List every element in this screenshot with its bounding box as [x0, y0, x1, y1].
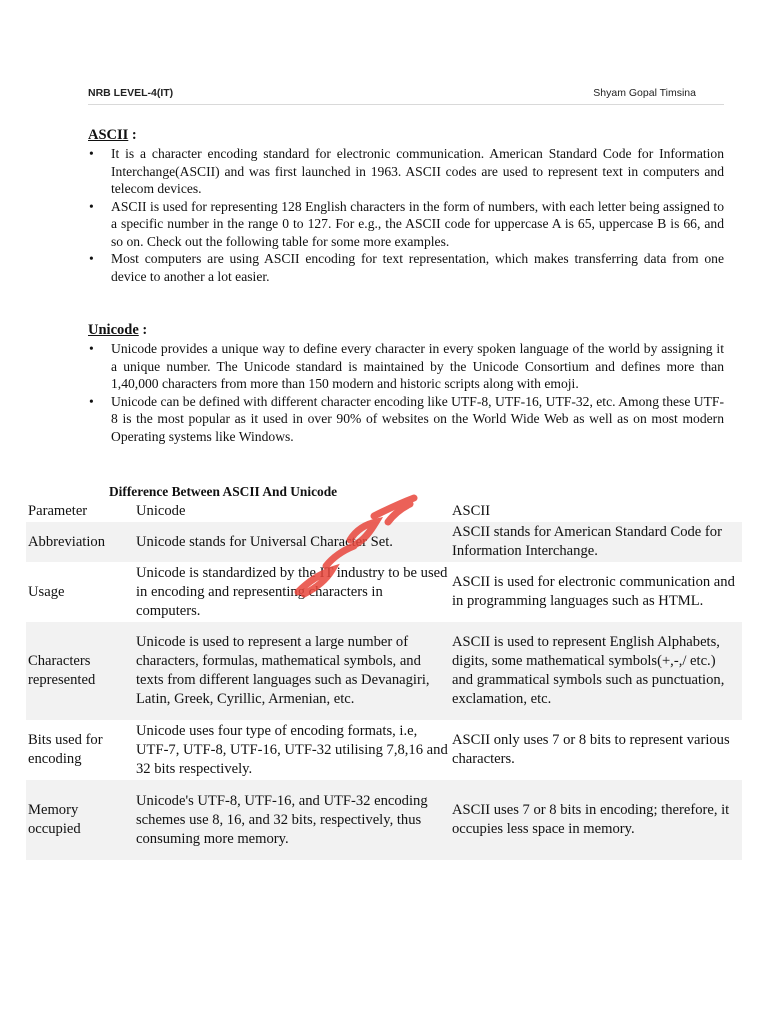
table-cell: Unicode uses four type of encoding formats, i.e, UTF-7, UTF-8, UTF-16, UTF-32 utilising 7,8,16 and 32 bits respectively.	[136, 722, 448, 777]
list-item: • Unicode provides a unique way to define every character in every spoken language of the world by assigning it a unique number. The Unicode standard is maintained by the Unicode Consortium and defines more than 1,40,000 characters from more than 150 modern and historic scripts along with emoji.	[89, 341, 724, 391]
ascii-bullet-list	[88, 145, 724, 285]
comparison-table	[26, 500, 742, 860]
ascii-section	[88, 127, 724, 285]
bullet-icon: •	[89, 393, 94, 409]
table-row	[26, 522, 742, 562]
table-cell: ASCII is used to represent English Alphabets, digits, some mathematical symbols(+,-,/ etc.) and grammatical symbols such as punctuation, exclamation, etc.	[450, 622, 742, 720]
list-item: • ASCII is used for representing 128 English characters in the form of numbers, with each letter being assigned to a specific number in the range 0 to 127. For e.g., the ASCII code for uppercase A is 65, uppercase B is 66, and so on. Check out the following table for some more examples.	[89, 198, 724, 249]
ascii-section-title: ASCII :	[88, 127, 137, 143]
comparison-table-title: Difference Between ASCII And Unicode	[109, 484, 338, 499]
table-cell: ASCII stands for American Standard Code for Information Interchange.	[450, 522, 742, 562]
unicode-section	[88, 322, 724, 445]
table-row	[26, 622, 742, 720]
table-header-cell: ASCII	[452, 502, 491, 519]
table-cell: ASCII uses 7 or 8 bits in encoding; therefore, it occupies less space in memory.	[450, 780, 742, 860]
bullet-icon: •	[89, 146, 94, 161]
bullet-icon: •	[89, 251, 94, 266]
bullet-icon: •	[89, 198, 94, 214]
table-cell: Bits used for encoding	[28, 732, 103, 767]
unicode-section-title: Unicode :	[88, 322, 148, 338]
table-cell: Unicode stands for Universal Character Set.	[134, 522, 450, 562]
table-cell: Abbreviation	[26, 522, 134, 562]
table-header-cell: Unicode	[136, 502, 186, 519]
page-header	[88, 86, 724, 105]
list-item: • Unicode can be defined with different character encoding like UTF-8, UTF-16, UTF-32, etc. Among these UTF-8 is the most popular as it used in over 90% of websites on the World Wide Web as well as on most modern Operating systems like Windows.	[89, 393, 724, 444]
table-row	[26, 720, 742, 780]
unicode-bullet-list	[88, 340, 724, 445]
table-cell: Unicode's UTF-8, UTF-16, and UTF-32 encoding schemes use 8, 16, and 32 bits, respectively, thus consuming more memory.	[134, 780, 450, 860]
table-cell: ASCII only uses 7 or 8 bits to represent various characters.	[452, 732, 730, 767]
table-cell: ASCII is used for electronic communication and in programming languages such as HTML.	[452, 574, 735, 609]
table-header-cell: Parameter	[28, 502, 88, 519]
table-header-row	[26, 500, 742, 522]
table-cell: Characters represented	[26, 622, 134, 720]
header-course-label: NRB LEVEL-4(IT)	[88, 87, 174, 99]
table-cell: Unicode is standardized by the IT industry to be used in encoding and representing characters in computers.	[136, 564, 448, 619]
table-cell: Memory occupied	[26, 780, 134, 860]
bullet-icon: •	[89, 341, 94, 356]
table-row	[26, 780, 742, 860]
table-cell: Usage	[28, 583, 65, 600]
header-author-name: Shyam Gopal Timsina	[593, 87, 696, 99]
list-item: • It is a character encoding standard for electronic communication. American Standard Code for Information Interchange(ASCII) and was first launched in 1963. ASCII codes are used to represent text in computers and telecom devices.	[89, 146, 724, 196]
list-item: • Most computers are using ASCII encoding for text representation, which makes transferring data from one device to another a lot easier.	[89, 251, 724, 284]
table-row	[26, 562, 742, 622]
table-cell: Unicode is used to represent a large number of characters, formulas, mathematical symbols, and texts from different languages such as Devanagiri, Latin, Greek, Cyrillic, Armenian, etc.	[134, 622, 450, 720]
